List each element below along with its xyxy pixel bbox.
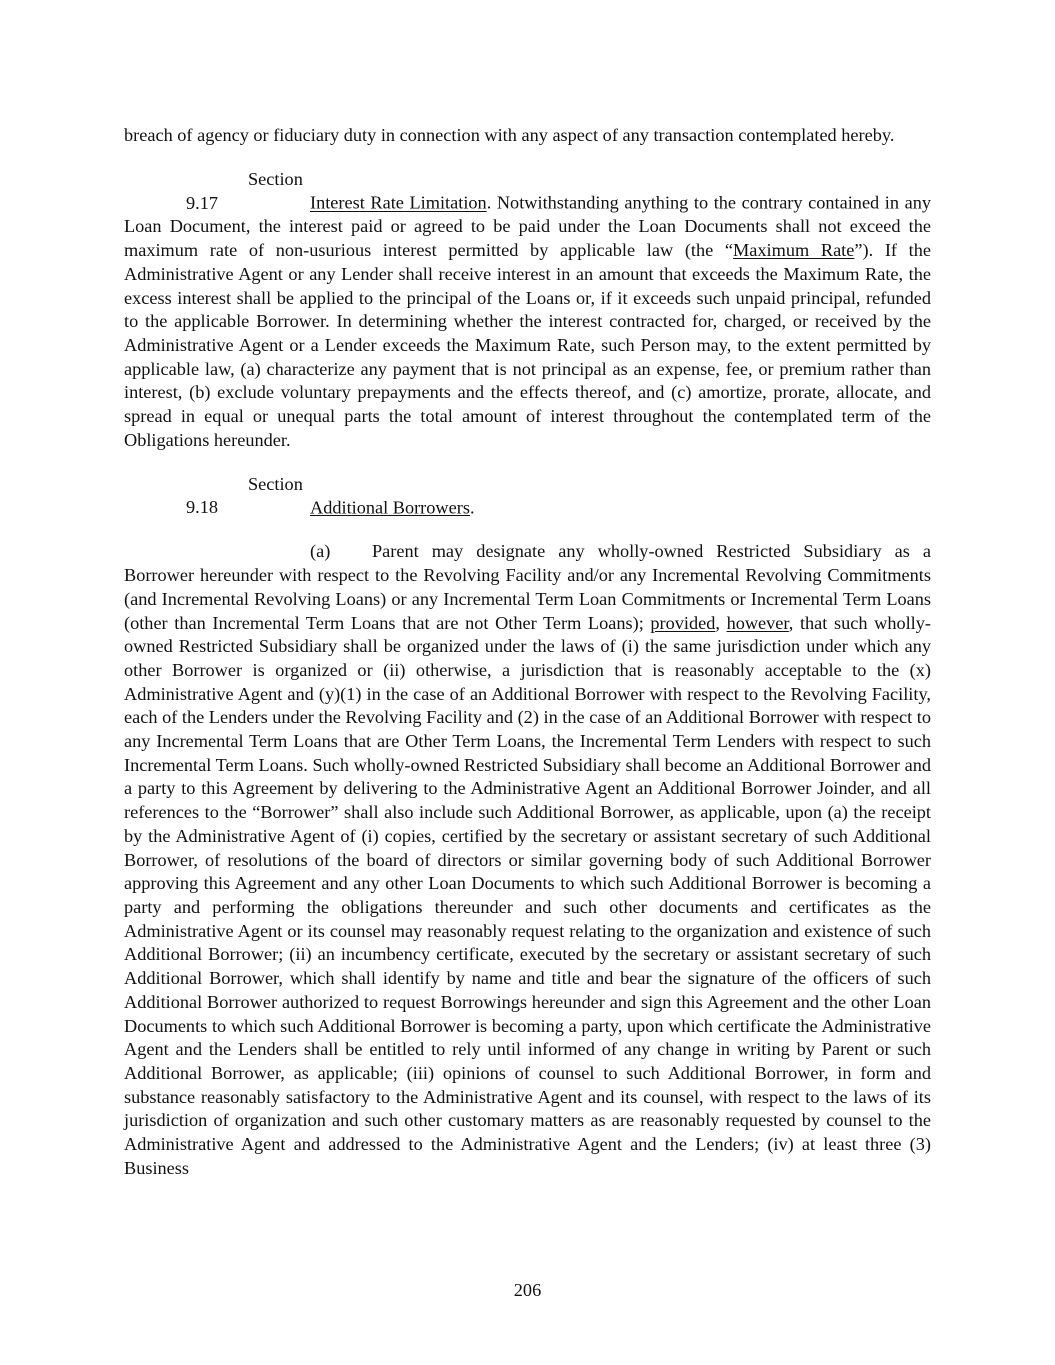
continued-text: breach of agency or fiduciary duty in connection with any aspect of any transaction contemplated hereby.	[124, 125, 895, 145]
paragraph-a-text-first: Parent may designate any wholly-owned Restricted Subsidiary as a Borrower hereunder with respect to the Revolving Facility and/or any Incremental Revolving Commitments (and Incremental Revolving Loans) or any Incremental Term Loan Commitments or Incremental Term Loans (other than Incremental Term Loans that are not Other Term Loans);	[124, 541, 931, 633]
section-9-18-paragraph-a: (a) Parent may designate any wholly-owned Restricted Subsidiary as a Borrower hereunder with respect to the Revolving Facility and/or any Incremental Revolving Commitments (and Incremental Revolving Loans) or any Incremental Term Loan Commitments or Incremental Term Loans (other than Incremental Term Loans that are not Other Term Loans); provided, however, that such wholly-owned Restricted Subsidiary shall be organized under the laws of (i) the same jurisdiction under which any other Borrower is organized or (ii) otherwise, a jurisdiction that is reasonably acceptable to the (x) Administrative Agent and (y)(1) in the case of an Additional Borrower with respect to the Revolving Facility, each of the Lenders under the Revolving Facility and (2) in the case of an Additional Borrower with respect to any Incremental Term Loans that are Other Term Loans, the Incremental Term Lenders with respect to such Incremental Term Loans. Such wholly-owned Restricted Subsidiary shall become an Additional Borrower and a party to this Agreement by delivering to the Administrative Agent an Additional Borrower Joinder, and all references to the “Borrower” shall also include such Additional Borrower, as applicable, upon (a) the receipt by the Administrative Agent of (i) copies, certified by the secretary or assistant secretary of such Additional Borrower, of resolutions of the board of directors or similar governing body of such Additional Borrower approving this Agreement and any other Loan Documents to which such Additional Borrower is becoming a party and performing the obligations thereunder and such other documents and certificates as the Administrative Agent or its counsel may reasonably request relating to the organization and existence of such Additional Borrower; (ii) an incumbency certificate, executed by the secretary or assistant secretary of such Additional Borrower, which shall identify by name and title and bear the signature of the officers of such Additional Borrower authorized to request Borrowings hereunder and sign this Agreement and the other Loan Documents to which such Additional Borrower is becoming a party, upon which certificate the Administrative Agent and the Lenders shall be entitled to rely until informed of any change in writing by Parent or such Additional Borrower, as applicable; (iii) opinions of counsel to such Additional Borrower, in form and substance reasonably satisfactory to the Administrative Agent and its counsel, with respect to the laws of its jurisdiction of organization and such other customary matters as are reasonably requested by counsel to the Administrative Agent and addressed to the Administrative Agent and the Lenders; (iv) at least three (3) Business	[124, 541, 931, 1178]
section-9-18-heading: Section 9.18 Additional Borrowers.	[124, 473, 931, 520]
document-page	[124, 124, 931, 1180]
paragraph-a-label: (a)	[310, 541, 331, 562]
section-9-17-paragraph: Section 9.17 Interest Rate Limitation. Notwithstanding anything to the contrary contained in any Loan Document, the interest paid or agreed to be paid under the Loan Documents shall not exceed the maximum rate of non-usurious interest permitted by applicable law (the “Maximum Rate”). If the Administrative Agent or any Lender shall receive interest in an amount that exceeds the Maximum Rate, the excess interest shall be applied to the principal of the Loans or, if it exceeds such unpaid principal, refunded to the applicable Borrower. In determining whether the interest contracted for, charged, or received by the Administrative Agent or a Lender exceeds the Maximum Rate, such Person may, to the extent permitted by applicable law, (a) characterize any payment that is not principal as an expense, fee, or premium rather than interest, (b) exclude voluntary prepayments and the effects thereof, and (c) amortize, prorate, allocate, and spread in equal or unequal parts the total amount of interest throughout the contemplated term of the Obligations hereunder.	[124, 169, 931, 450]
paragraph-gap	[124, 452, 931, 472]
section-9-18-number: Section 9.18	[186, 473, 303, 518]
paragraph-a-lead	[124, 541, 372, 561]
term-provided: provided	[650, 612, 716, 633]
term-however: however	[726, 612, 789, 633]
paragraph-gap	[124, 148, 931, 168]
section-9-17-title: Interest Rate Limitation	[310, 192, 487, 213]
section-9-17-text-before: Notwithstanding anything to the contrary contained in any Loan Document, the interest paid or agreed to be paid under the Loan Documents shall not exceed the maximum rate of non-usurious interest permitted by applicable law (the “	[124, 192, 931, 261]
section-9-18-title: Additional Borrowers	[310, 497, 470, 518]
paragraph-gap	[124, 520, 931, 540]
continued-paragraph	[124, 124, 931, 148]
paragraph-a-text-rest: , that such wholly-owned Restricted Subsidiary shall be organized under the laws of (i) the same jurisdiction under which any other Borrower is organized or (ii) otherwise, a jurisdiction that is reasonably acceptable to the (x) Administrative Agent and (y)(1) in the case of an Additional Borrower with respect to the Revolving Facility, each of the Lenders under the Revolving Facility and (2) in the case of an Additional Borrower with respect to any Incremental Term Loans that are Other Term Loans, the Incremental Term Lenders with respect to such Incremental Term Loans. Such wholly-owned Restricted Subsidiary shall become an Additional Borrower and a party to this Agreement by delivering to the Administrative Agent an Additional Borrower Joinder, and all references to the “Borrower” shall also include such Additional Borrower, as applicable, upon (a) the receipt by the Administrative Agent of (i) copies, certified by the secretary or assistant secretary of such Additional Borrower, of resolutions of the board of directors or similar governing body of such Additional Borrower approving this Agreement and any other Loan Documents to which such Additional Borrower is becoming a party and performing the obligations thereunder and such other documents and certificates as the Administrative Agent or its counsel may reasonably request relating to the organization and existence of such Additional Borrower; (ii) an incumbency certificate, executed by the secretary or assistant secretary of such Additional Borrower, which shall identify by name and title and bear the signature of the officers of such Additional Borrower authorized to request Borrowings hereunder and sign this Agreement and the other Loan Documents to which such Additional Borrower is becoming a party, upon which certificate the Administrative Agent and the Lenders shall be entitled to rely until informed of any change in writing by Parent or such Additional Borrower, as applicable; (iii) opinions of counsel to such Additional Borrower, in form and substance reasonably satisfactory to the Administrative Agent and its counsel, with respect to the laws of its jurisdiction of organization and such other customary matters as are reasonably requested by counsel to the Administrative Agent and addressed to the Administrative Agent and the Lenders; (iv) at least three (3) Business	[124, 612, 931, 1178]
section-9-17-text-after: ”). If the Administrative Agent or any Lender shall receive interest in an amount that exceeds the Maximum Rate, the excess interest shall be applied to the principal of the Loans or, if it exceeds such unpaid principal, refunded to the applicable Borrower. In determining whether the interest contracted for, charged, or received by the Administrative Agent or a Lender exceeds the Maximum Rate, such Person may, to the extent permitted by applicable law, (a) characterize any payment that is not principal as an expense, fee, or premium rather than interest, (b) exclude voluntary prepayments and the effects thereof, and (c) amortize, prorate, allocate, and spread in equal or unequal parts the total amount of interest throughout the contemplated term of the Obligations hereunder.	[124, 240, 931, 450]
defined-term-maximum-rate: Maximum Rate	[733, 240, 855, 261]
section-9-17-number: Section 9.17	[186, 169, 303, 213]
page-number: 206	[513, 1280, 542, 1300]
